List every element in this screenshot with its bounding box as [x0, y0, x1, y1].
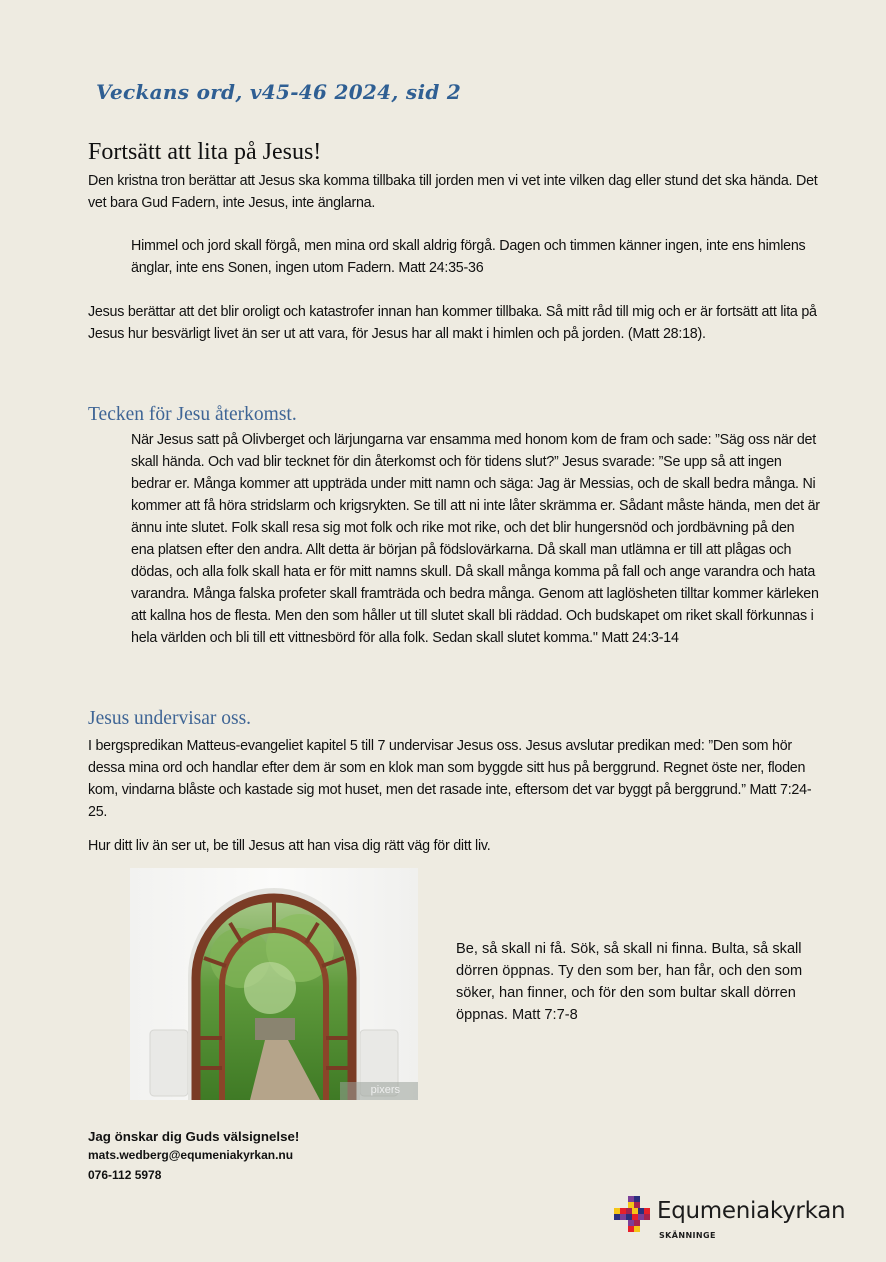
sermon-paragraph: I bergspredikan Matteus-evangeliet kapitel 5 till 7 undervisar Jesus oss. Jesus avslutar predikan med: ”Den som hör dessa mina ord och handlar efter dem är som en klok man som byggde sitt hus på berggrund. Regnet öste ner, floden kom, vindarna blåste och kastade sig mot huset, men det rasade inte, eftersom det var byggt på berggrund.” Matt 7:24-25.	[88, 738, 812, 820]
section-heading-tecken: Tecken för Jesu återkomst.	[88, 404, 297, 425]
arch-door-illustration	[130, 868, 418, 1100]
page-header: Veckans ord, v45-46 2024, sid 2	[96, 80, 462, 104]
logo-location: SKÄNNINGE	[659, 1231, 716, 1240]
scripture-quote-matt-24-3: När Jesus satt på Olivberget och lärjungarna var ensamma med honom kom de fram och sade: ”Säg oss när det skall hända. Och vad blir tecknet för din återkomst och för tidens slut?” Jesus svarade: ”Se upp så att ingen bedrar er. Många kommer att uppträda under mitt namn och säga: Jag är Messias, och de skall bedra många. Ni kommer att få höra stridslarm och krigsrykten. Se till att ni inte låter skrämma er. Sådant måste hända, men det är ännu inte slutet. Folk skall resa sig mot folk och rike mot rike, och det blir hungersnöd och jordbävning på den ena platsen efter den andra. Allt detta är början på födslovärkarna. Då skall man utlämna er till att plågas och dödas, och alla folk skall hata er för mitt namns skull. Då skall många komma på fall och ange varandra och hata varandra. Många falska profeter skall framträda och bedra många. Genom att laglösheten tilltar kommer kärleken att kallna hos de flesta. Men den som håller ut till slutet skall bli räddad. Och budskapet om riket skall förkunnas i hela världen och bli till ett vittnesbörd för alla folk. Sedan skall slutet komma." Matt 24:3-14	[131, 432, 820, 646]
section-heading-undervisar: Jesus undervisar oss.	[88, 708, 252, 729]
equmeniakyrkan-logo	[614, 1196, 864, 1246]
contact-email[interactable]: mats.wedberg@equmeniakyrkan.nu	[88, 1148, 294, 1162]
blessing-text: Jag önskar dig Guds välsignelse!	[88, 1129, 300, 1144]
scripture-quote-matt-7-7: Be, så skall ni få. Sök, så skall ni finna. Bulta, så skall dörren öppnas. Ty den som ber, han får, och den som söker, han finner, och för den som bultar skall dörren öppnas. Matt 7:7-8	[456, 941, 803, 1023]
advice-paragraph: Jesus berättar att det blir oroligt och katastrofer innan han kommer tillbaka. Så mitt råd till mig och er är fortsätt att lita på Jesus hur besvärligt livet än ser ut att vara, för Jesus har all makt i himlen och på jorden. (Matt 28:18).	[88, 304, 817, 342]
section-heading-lita: Fortsätt att lita på Jesus!	[88, 139, 322, 165]
garden-door-photo	[130, 868, 418, 1100]
contact-phone: 076-112 5978	[88, 1168, 162, 1182]
logo-wordmark: Equmeniakyrkan	[657, 1198, 846, 1224]
pixers-watermark: pixers	[370, 1084, 400, 1096]
cross-mosaic-icon	[614, 1196, 654, 1236]
prayer-line: Hur ditt liv än ser ut, be till Jesus att han visa dig rätt väg för ditt liv.	[88, 838, 491, 854]
wall-panel-left	[150, 1030, 188, 1096]
scripture-quote-matt-24-35: Himmel och jord skall förgå, men mina ord skall aldrig förgå. Dagen och timmen känner ingen, inte ens himlens änglar, inte ens Sonen, ingen utom Fadern. Matt 24:35-36	[131, 238, 806, 276]
intro-paragraph: Den kristna tron berättar att Jesus ska komma tillbaka till jorden men vi vet inte vilken dag eller stund det ska hända. Det vet bara Gud Fadern, inte Jesus, inte änglarna.	[88, 173, 818, 211]
garden-steps	[255, 1018, 295, 1040]
